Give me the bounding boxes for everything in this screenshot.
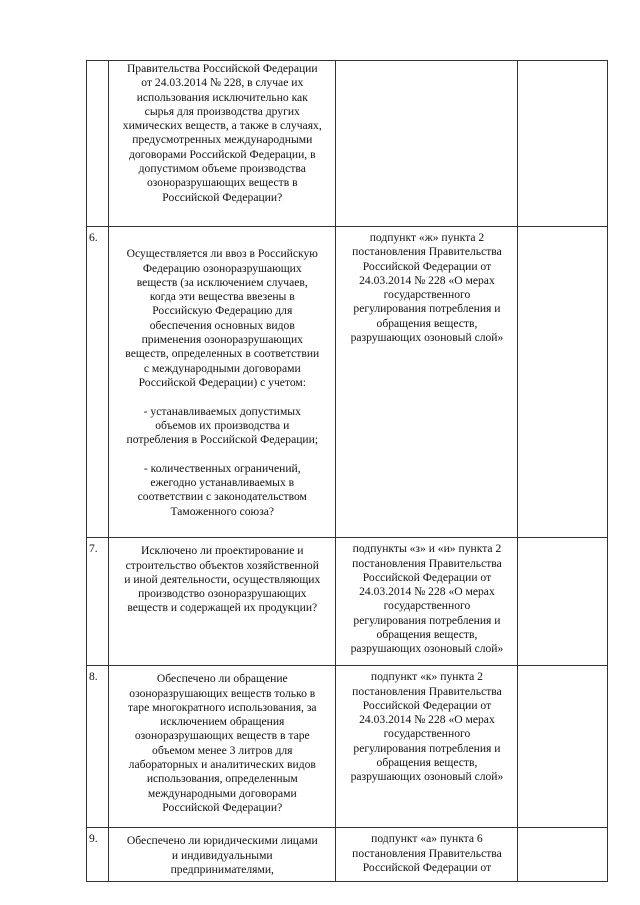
legal-reference-cell (336, 666, 518, 828)
table-row (87, 227, 608, 538)
question-text: Обеспечено ли юридическими лицами и индивидуальными предпринимателями, (126, 834, 318, 876)
list-item: - количественных ограничений, ежегодно устанавливаемых в соответствии с законодательством Таможенного союза? (137, 461, 307, 518)
legal-reference-text: подпункт «а» пункта 6 постановления Правительства Российской Федерации от (352, 832, 502, 874)
notes-cell (518, 828, 608, 882)
row-number: 8. (87, 666, 109, 828)
list-item: - устанавливаемых допустимых объемов их производства и потребления в Российской Федерации; (126, 404, 319, 447)
checklist-table (86, 60, 608, 882)
legal-reference-text: подпункт «к» пункта 2 постановления Правительства Российской Федерации от 24.03.2014 № 228 «О мерах государственного регулирования потребления и обращения веществ, разрушающих озоновый слой» (350, 670, 504, 784)
table-row (87, 538, 608, 666)
row-number: 9. (87, 828, 109, 882)
legal-reference-text: подпункт «ж» пункта 2 постановления Правительства Российской Федерации от 24.03.2014 № 228 «О мерах государственного регулирования потребления и обращения веществ, разрушающих озоновый слой» (350, 231, 504, 345)
row-number: 6. (87, 227, 109, 538)
question-cell (109, 666, 336, 828)
row-number: 7. (87, 538, 109, 666)
row-number (87, 61, 109, 227)
question-text: Правительства Российской Федерации от 24.03.2014 № 228, в случае их использования исключительно как сырья для производства других химических веществ, а также в случаях, предусмотренных международными договорами Российской Федерации, в допустимом объеме производства озоноразрушающих веществ в Российской Федерации? (122, 62, 322, 204)
question-text: Обеспечено ли обращение озоноразрушающих веществ только в таре многократного использования, за исключением обращения озоноразрушающих веществ в таре объемом менее 3 литров для лабораторных и аналитических видов использования, определенным международными договорами Российской Федерации? (127, 672, 317, 814)
notes-cell (518, 538, 608, 666)
question-text (109, 227, 335, 537)
legal-reference-cell (336, 61, 518, 227)
question-cell (109, 828, 336, 882)
question-text: Исключено ли проектирование и строительство объектов хозяйственной и иной деятельности, осуществляющих производство озоноразрушающих веществ и содержащей их продукции? (124, 544, 321, 615)
question-cell (109, 61, 336, 227)
question-cell (109, 538, 336, 666)
notes-cell (518, 227, 608, 538)
notes-cell (518, 61, 608, 227)
question-intro: Осуществляется ли ввоз в Российскую Федерацию озоноразрушающих веществ (за исключением случаев, когда эти вещества ввезены в Российскую Федерацию для обеспечения основных видов применения озоноразрушающих веществ, определенных в соответствии с международными договорами Российской Федерации) с учетом: (125, 247, 320, 389)
legal-reference-cell (336, 828, 518, 882)
notes-cell (518, 666, 608, 828)
table-row (87, 61, 608, 227)
table-row (87, 828, 608, 882)
legal-reference-cell (336, 538, 518, 666)
table-row (87, 666, 608, 828)
legal-reference-cell (336, 227, 518, 538)
question-cell (109, 227, 336, 538)
legal-reference-text: подпункты «з» и «и» пункта 2 постановления Правительства Российской Федерации от 24.03.2014 № 228 «О мерах государственного регулирования потребления и обращения веществ, разрушающих озоновый слой» (350, 542, 504, 656)
